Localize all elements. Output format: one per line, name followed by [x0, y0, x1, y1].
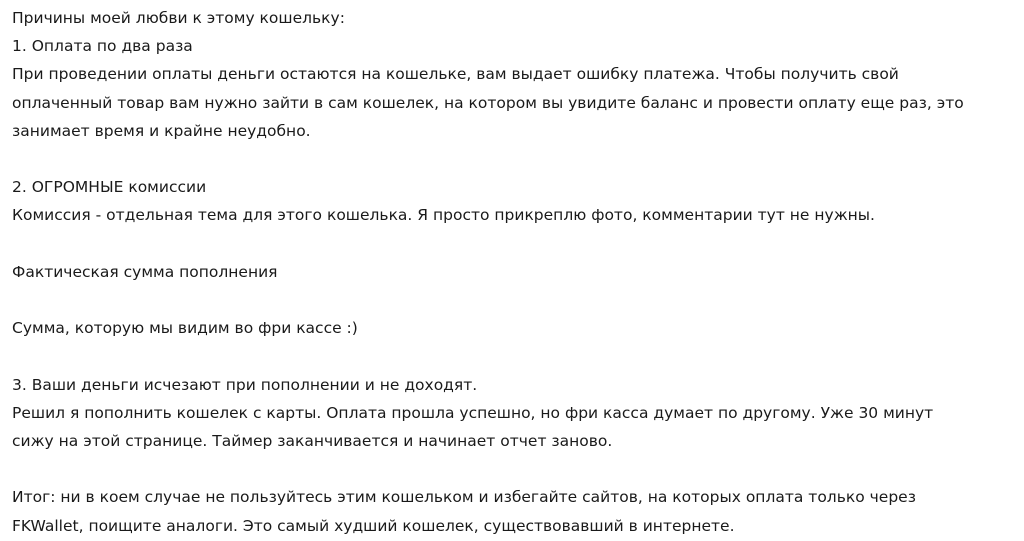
point-1-text-line-2: оплаченный товар вам нужно зайти в сам кошелек, на котором вы увидите баланс и провести оплату еще раз, это [12, 93, 964, 112]
paragraph-gap [12, 230, 1018, 258]
point-2-heading: 2. ОГРОМНЫЕ комиссии [12, 178, 207, 197]
point-1-text-line-3: занимает время и крайне неудобно. [12, 121, 311, 140]
paragraph-gap [12, 145, 1018, 173]
paragraph-gap [12, 342, 1018, 370]
point-3-text-line-1: Решил я пополнить кошелек с карты. Оплата прошла успешно, но фри касса думает по другому. Уже 30 минут [12, 403, 934, 422]
review-text [12, 4, 1018, 540]
point-3-text-line-2: сижу на этой странице. Таймер заканчивается и начинает отчет заново. [12, 431, 613, 450]
photo-caption-seen-amount: Сумма, которую мы видим во фри кассе :) [12, 319, 358, 338]
point-2-text: Комиссия - отдельная тема для этого кошелька. Я просто прикреплю фото, комментарии тут не нужны. [12, 206, 875, 225]
intro-line: Причины моей любви к этому кошельку: [12, 9, 345, 27]
point-1-text-line-1: При проведении оплаты деньги остаются на кошельке, вам выдает ошибку платежа. Чтобы получить свой [12, 65, 899, 84]
paragraph-gap [12, 286, 1018, 314]
point-3-heading: 3. Ваши деньги исчезают при пополнении и не доходят. [12, 375, 478, 394]
point-1-heading: 1. Оплата по два раза [12, 37, 193, 56]
photo-caption-actual-amount: Фактическая сумма пополнения [12, 262, 278, 281]
conclusion-line-2: FKWallet, поищите аналоги. Это самый худший кошелек, существовавший в интернете. [12, 516, 735, 535]
paragraph-gap [12, 455, 1018, 483]
conclusion-line-1: Итог: ни в коем случае не пользуйтесь этим кошельком и избегайте сайтов, на которых оплата только через [12, 488, 916, 507]
